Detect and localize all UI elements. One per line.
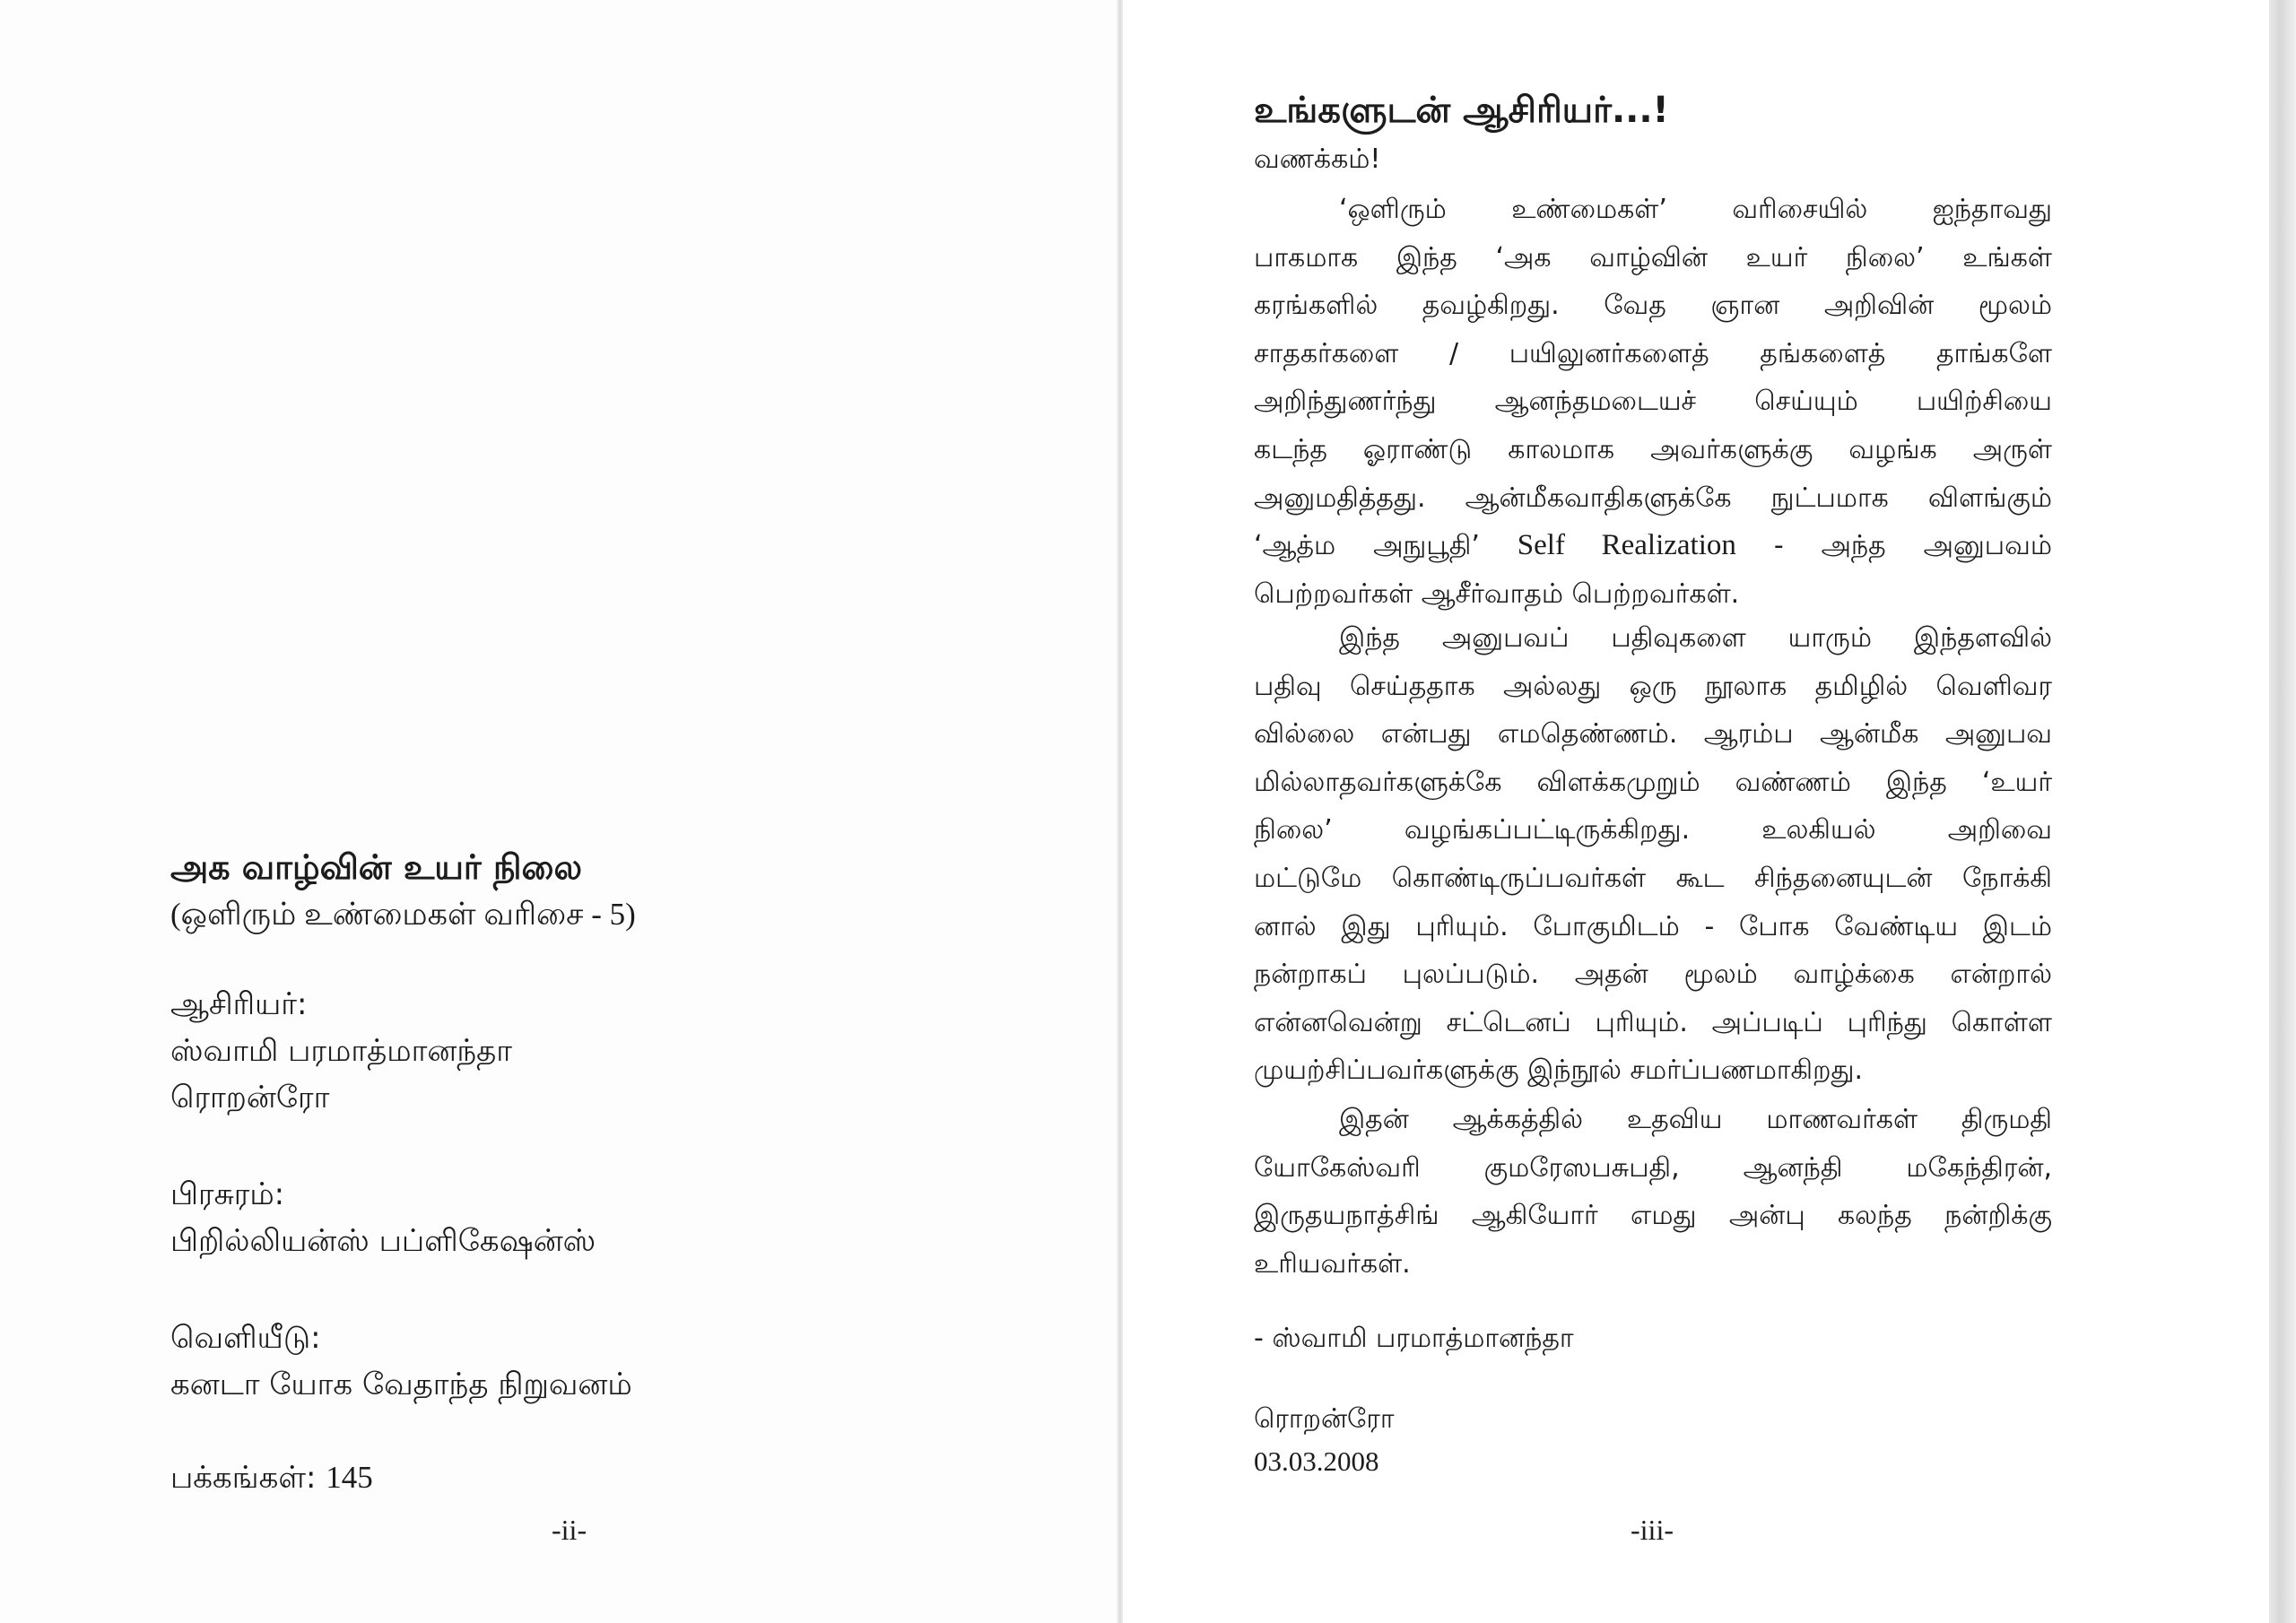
text-line: இருதயநாத்சிங் ஆகியோர் எமது அன்பு கலந்த நன்றிக்கு: [1254, 1200, 2052, 1232]
text-line: னால் இது புரியும். போகுமிடம் - போக வேண்டிய இடம்: [1254, 910, 2052, 942]
page-folio-right: -iii-: [1631, 1514, 1674, 1546]
page-folio-left: -ii-: [552, 1514, 587, 1546]
text-line: பதிவு செய்ததாக அல்லது ஒரு நூலாக தமிழில் வெளிவர: [1254, 670, 2052, 702]
text-line: மில்லாதவர்களுக்கே விளக்கமுறும் வண்ணம் இந்த ‘உயர்: [1254, 766, 2052, 798]
author-label: ஆசிரியர்:: [170, 986, 308, 1022]
text-line: நிலை’ வழங்கப்பட்டிருக்கிறது. உலகியல் அறிவை: [1254, 814, 2052, 846]
text-line: கரங்களில் தவழ்கிறது. வேத ஞான அறிவின் மூலம்: [1254, 290, 2052, 322]
preface-paragraph-3: [1254, 1096, 2052, 1288]
text-fragment: ‘ஆத்ம அநுபூதி’: [1254, 530, 1480, 562]
page-edge: [2269, 0, 2296, 1623]
release-name: கனடா யோக வேதாந்த நிறுவனம்: [170, 1367, 632, 1402]
publisher-label: பிரசுரம்:: [170, 1176, 285, 1212]
page-count: [170, 1460, 373, 1499]
author-signature: - ஸ்வாமி பரமாத்மானந்தா: [1254, 1323, 1574, 1354]
text-fragment: - அந்த அனுபவம்: [1773, 530, 2052, 562]
text-line: இதன் ஆக்கத்தில் உதவிய மாணவர்கள் திருமதி: [1339, 1104, 2052, 1135]
text-line: மட்டுமே கொண்டிருப்பவர்கள் கூட சிந்தனையுடன் நோக்கி: [1254, 862, 2052, 894]
page-count-label: பக்கங்கள்:: [170, 1460, 317, 1496]
english-term: Self Realization: [1517, 529, 1736, 562]
book-title: அக வாழ்வின் உயர் நிலை: [170, 847, 582, 887]
preface-paragraph-2: [1254, 614, 2052, 1095]
preface-date: 03.03.2008: [1254, 1445, 1379, 1477]
text-line: யோகேஸ்வரி குமரேஸபசுபதி, ஆனந்தி மகேந்திரன்,: [1254, 1151, 2052, 1184]
series-subtitle: (ஒளிரும் உண்மைகள் வரிசை - 5): [170, 897, 636, 932]
preface-paragraph-1: [1254, 186, 2052, 618]
text-line: நன்றாகப் புலப்படும். அதன் மூலம் வாழ்க்கை என்றால்: [1254, 959, 2052, 991]
page-count-value: 145: [326, 1460, 373, 1495]
text-line: என்னவென்று சட்டெனப் புரியும். அப்படிப் புரிந்து கொள்ள: [1254, 1006, 2052, 1038]
author-name: ஸ்வாமி பரமாத்மானந்தா: [170, 1033, 513, 1069]
text-line: உரியவர்கள்.: [1254, 1247, 1411, 1280]
text-line: அறிந்துணர்ந்து ஆனந்தமடையச் செய்யும் பயிற்சியை: [1254, 386, 2052, 418]
left-page: [0, 0, 1119, 1623]
greeting: வணக்கம்!: [1254, 143, 1381, 175]
text-line: சாதகர்களை / பயிலுனர்களைத் தங்களைத் தாங்களே: [1254, 337, 2052, 369]
text-line: கடந்த ஓராண்டு காலமாக அவர்களுக்கு வழங்க அருள்: [1254, 433, 2052, 465]
preface-heading: உங்களுடன் ஆசிரியர்...!: [1254, 90, 1669, 131]
signature-city: ரொறன்ரோ: [1254, 1403, 1395, 1435]
text-line: முயற்சிப்பவர்களுக்கு இந்நூல் சமர்ப்பணமாகிறது.: [1254, 1055, 1864, 1087]
text-line: இந்த அனுபவப் பதிவுகளை யாரும் இந்தளவில்: [1339, 622, 2052, 654]
text-line: பாகமாக இந்த ‘அக வாழ்வின் உயர் நிலை’ உங்கள்: [1254, 241, 2052, 273]
text-line-mixed: [1254, 522, 2052, 570]
publisher-name: பிறில்லியன்ஸ் பப்ளிகேஷன்ஸ்: [170, 1223, 596, 1259]
text-line: அனுமதித்தது. ஆன்மீகவாதிகளுக்கே நுட்பமாக விளங்கும்: [1254, 482, 2052, 514]
text-line: வில்லை என்பது எமதெண்ணம். ஆரம்ப ஆன்மீக அனுபவ: [1254, 718, 2052, 751]
text-line: பெற்றவர்கள் ஆசீர்வாதம் பெற்றவர்கள்.: [1254, 577, 1740, 610]
author-city: ரொறன்ரோ: [170, 1080, 330, 1115]
text-line: ‘ஒளிரும் உண்மைகள்’ வரிசையில் ஐந்தாவது: [1339, 194, 2052, 225]
release-label: வெளியீடு:: [170, 1320, 321, 1356]
